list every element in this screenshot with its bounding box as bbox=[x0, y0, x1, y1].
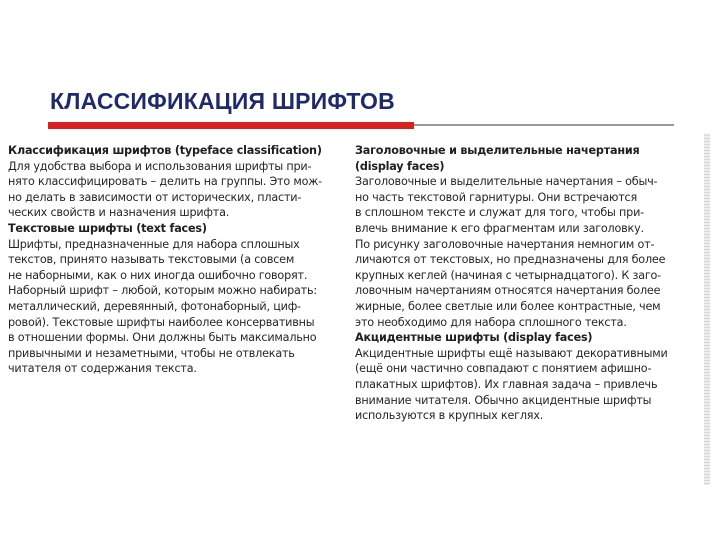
text-line: не наборными, как о них иногда ошибочно говорят. bbox=[8, 268, 308, 282]
text-line: Заголовочные и выделительные начертания – обыч- bbox=[355, 175, 658, 189]
section-heading: Текстовые шрифты (text faces) bbox=[8, 221, 207, 235]
text-line: в отношении формы. Они должны быть максимально bbox=[8, 331, 317, 345]
text-line: это необходимо для набора сплошного текста. bbox=[355, 315, 627, 329]
text-line: ловочным начертаниям относятся начертания более bbox=[355, 284, 661, 298]
title-underline-gray bbox=[414, 124, 674, 126]
text-line: читателя от содержания текста. bbox=[8, 362, 197, 376]
text-line: Шрифты, предназначенные для набора сплошных bbox=[8, 237, 300, 251]
text-line: Акцидентные шрифты ещё называют декоративными bbox=[355, 346, 668, 360]
text-line: текстов, принято называть текстовыми (а совсем bbox=[8, 253, 295, 267]
section-heading: Заголовочные и выделительные начертания bbox=[355, 144, 640, 157]
text-line: в сплошном тексте и служат для того, чтобы при- bbox=[355, 206, 644, 220]
scanned-text-image bbox=[0, 133, 710, 485]
text-line: крупных кеглей (начиная с четырнадцатого). К заго- bbox=[355, 268, 662, 282]
text-line: внимание читателя. Обычно акцидентные шрифты bbox=[355, 393, 652, 407]
text-line: но часть текстовой гарнитуры. Они встречаются bbox=[355, 190, 638, 204]
section-heading: (display faces) bbox=[355, 159, 445, 173]
right-text-column bbox=[355, 143, 695, 424]
text-line: ровой). Текстовые шрифты наиболее консервативны bbox=[8, 315, 315, 329]
text-line: Наборный шрифт – любой, которым можно набирать: bbox=[8, 284, 317, 298]
text-line: плакатных шрифтов). Их главная задача – привлечь bbox=[355, 377, 658, 391]
text-line: (ещё они частично совпадают с понятием афишно- bbox=[355, 362, 652, 376]
text-line: но делать в зависимости от исторических, пласти- bbox=[8, 190, 302, 204]
text-line: личаются от текстовых, но предназначены для более bbox=[355, 253, 666, 267]
text-line: используются в крупных кеглях. bbox=[355, 409, 544, 423]
text-line: По рисунку заголовочные начертания немногим от- bbox=[355, 237, 655, 251]
left-text-column bbox=[8, 143, 338, 377]
text-line: Для удобства выбора и использования шрифты при- bbox=[8, 159, 312, 173]
text-line: жирные, более светлые или более контрастные, чем bbox=[355, 299, 661, 313]
text-line: металлический, деревянный, фотонаборный, циф- bbox=[8, 299, 301, 313]
section-heading: Акцидентные шрифты (display faces) bbox=[355, 331, 593, 345]
text-line: влечь внимание к его фрагментам или заголовку. bbox=[355, 221, 644, 235]
text-line: привычными и незаметными, чтобы не отвлекать bbox=[8, 346, 295, 360]
text-line: ческих свойств и назначения шрифта. bbox=[8, 206, 230, 220]
scan-edge bbox=[704, 133, 710, 485]
section-heading: Классификация шрифтов (typeface classification) bbox=[8, 144, 322, 157]
text-line: нято классифицировать – делить на группы. Это мож- bbox=[8, 175, 322, 189]
slide-title: КЛАССИФИКАЦИЯ ШРИФТОВ bbox=[50, 88, 395, 114]
title-underline-red bbox=[48, 122, 414, 129]
